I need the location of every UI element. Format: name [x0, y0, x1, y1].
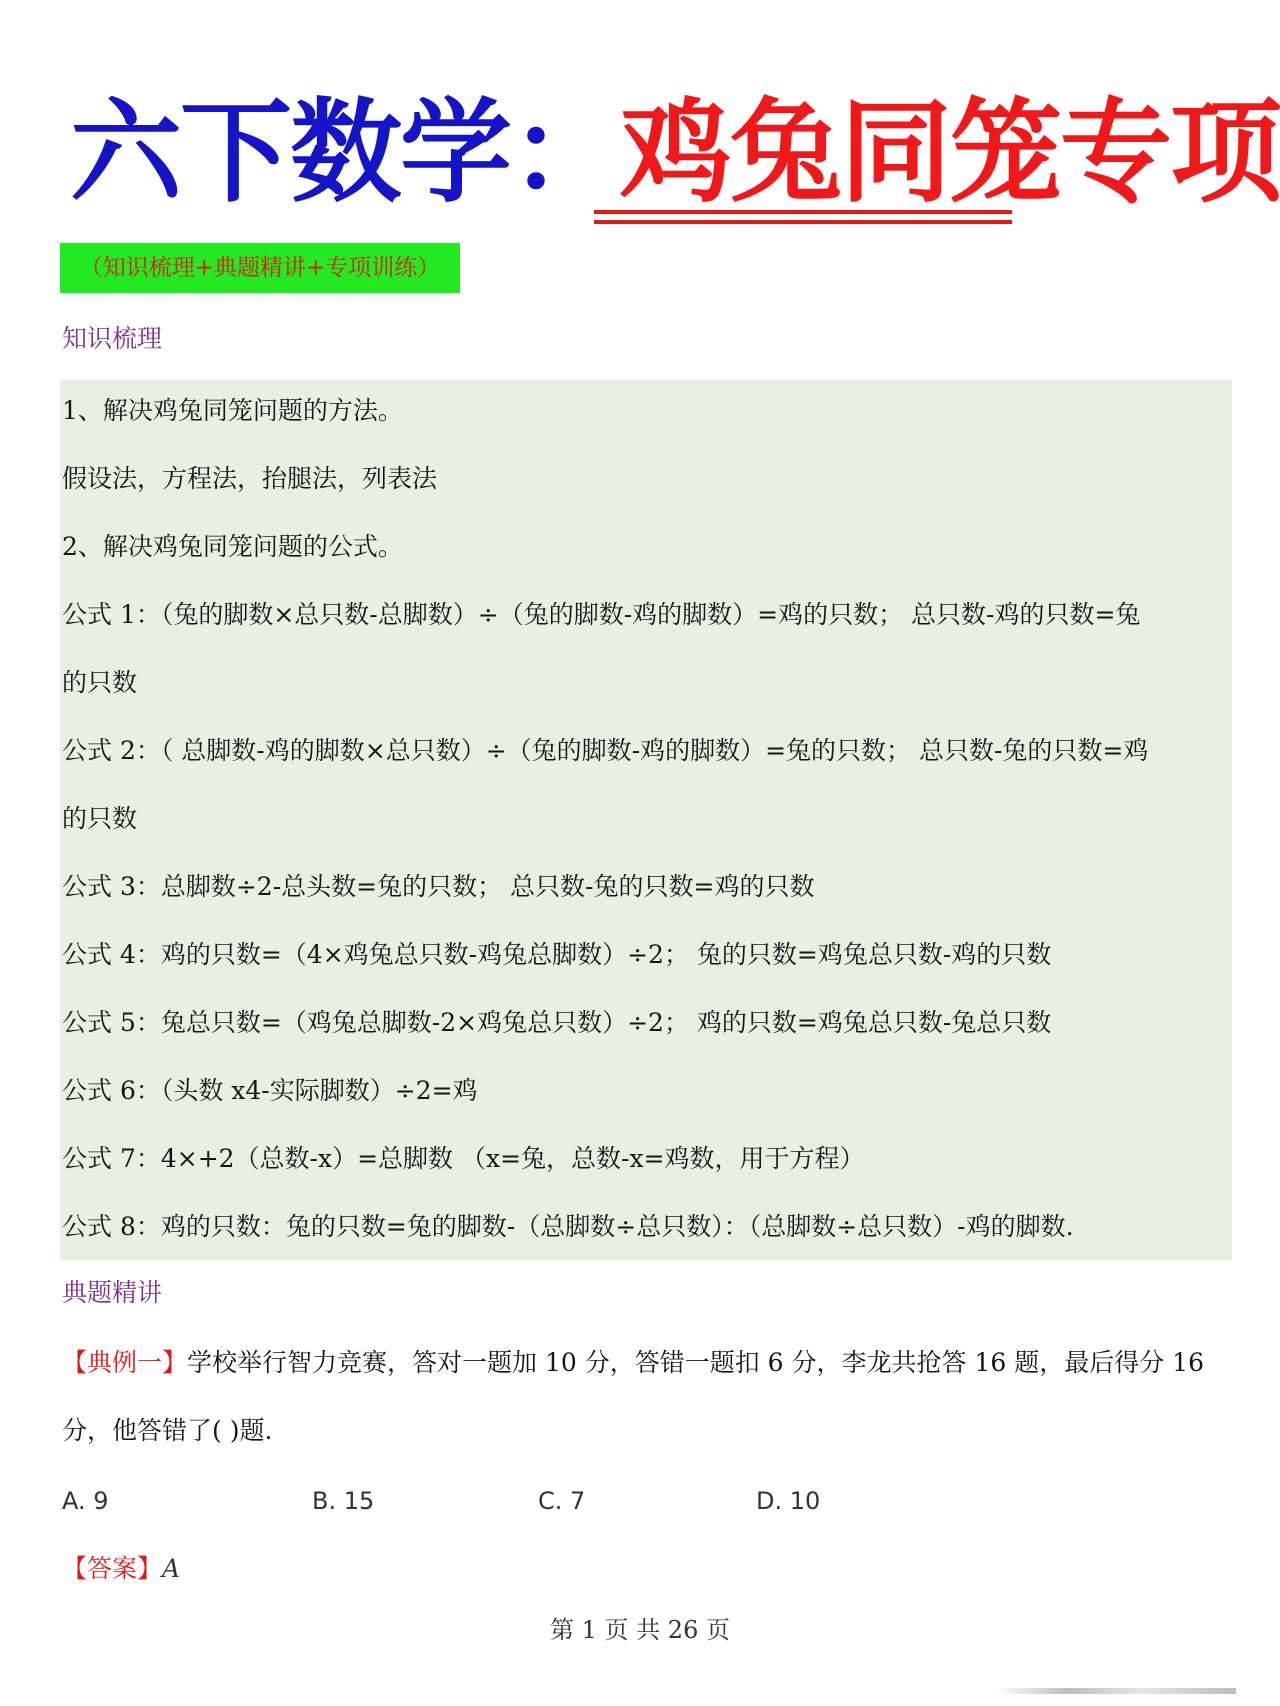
- answer-value: A: [162, 1554, 181, 1583]
- example-question-line-2: 分，他答错了( )题.: [62, 1416, 273, 1445]
- formula-line: 的只数: [62, 668, 138, 697]
- formula-line: 的只数: [62, 804, 138, 833]
- section-heading-knowledge: 知识梳理: [62, 324, 163, 353]
- formula-line: 公式 7：4×+2（总数-x）=总脚数 （x=兔，总数-x=鸡数，用于方程）: [62, 1144, 865, 1173]
- title-subject: 六下数学：: [70, 88, 620, 218]
- option-b: B. 15: [312, 1487, 375, 1515]
- title-double-underline: [594, 210, 1012, 224]
- title-topic: 鸡兔同笼专项: [620, 88, 1280, 218]
- subtitle-badge: （知识梳理+典题精讲+专项训练）: [60, 243, 460, 293]
- formula-line: 公式 1：（兔的脚数×总只数-总脚数）÷（兔的脚数-鸡的脚数）=鸡的只数； 总只数-鸡的只数=兔: [62, 600, 1141, 629]
- formula-line: 公式 3：总脚数÷2-总头数=兔的只数； 总只数-兔的只数=鸡的只数: [62, 872, 815, 901]
- page-title: [70, 88, 1280, 218]
- formula-line: 公式 5：兔总只数=（鸡兔总脚数-2×鸡兔总只数）÷2； 鸡的只数=鸡兔总只数-兔总只数: [62, 1008, 1052, 1037]
- section-heading-examples: 典题精讲: [62, 1278, 163, 1307]
- example-tag: 【典例一】: [62, 1348, 188, 1377]
- example-question-text: 学校举行智力竞赛，答对一题加 10 分，答错一题扣 6 分，李龙共抢答 16 题，最后得分 16: [187, 1348, 1204, 1377]
- page-footer: 第 1 页 共 26 页: [550, 1616, 730, 1644]
- example-question-line: [62, 1346, 1204, 1380]
- formula-line: 公式 6：（头数 x4-实际脚数）÷2=鸡: [62, 1076, 478, 1105]
- option-a: A. 9: [62, 1487, 109, 1515]
- formula-line: 公式 8：鸡的只数：兔的只数=兔的脚数-（总脚数÷总只数）：（总脚数÷总只数）-鸡的脚数.: [62, 1212, 1074, 1241]
- option-d: D. 10: [756, 1487, 821, 1515]
- knowledge-line: 假设法，方程法，抬腿法，列表法: [62, 464, 438, 493]
- knowledge-line: 2、解决鸡兔同笼问题的公式。: [62, 532, 403, 561]
- option-c: C. 7: [538, 1487, 586, 1515]
- knowledge-line: 1、解决鸡兔同笼问题的方法。: [62, 396, 403, 425]
- answer-line: [62, 1552, 180, 1586]
- answer-tag: 【答案】: [62, 1554, 163, 1583]
- knowledge-box: [60, 380, 1232, 1260]
- formula-line: 公式 4：鸡的只数=（4×鸡兔总只数-鸡兔总脚数）÷2； 兔的只数=鸡兔总只数-鸡的只数: [62, 940, 1052, 969]
- formula-line: 公式 2：（ 总脚数-鸡的脚数×总只数）÷（兔的脚数-鸡的脚数）=兔的只数； 总只数-兔的只数=鸡: [62, 736, 1149, 765]
- corner-scan-mark: [996, 1688, 1236, 1694]
